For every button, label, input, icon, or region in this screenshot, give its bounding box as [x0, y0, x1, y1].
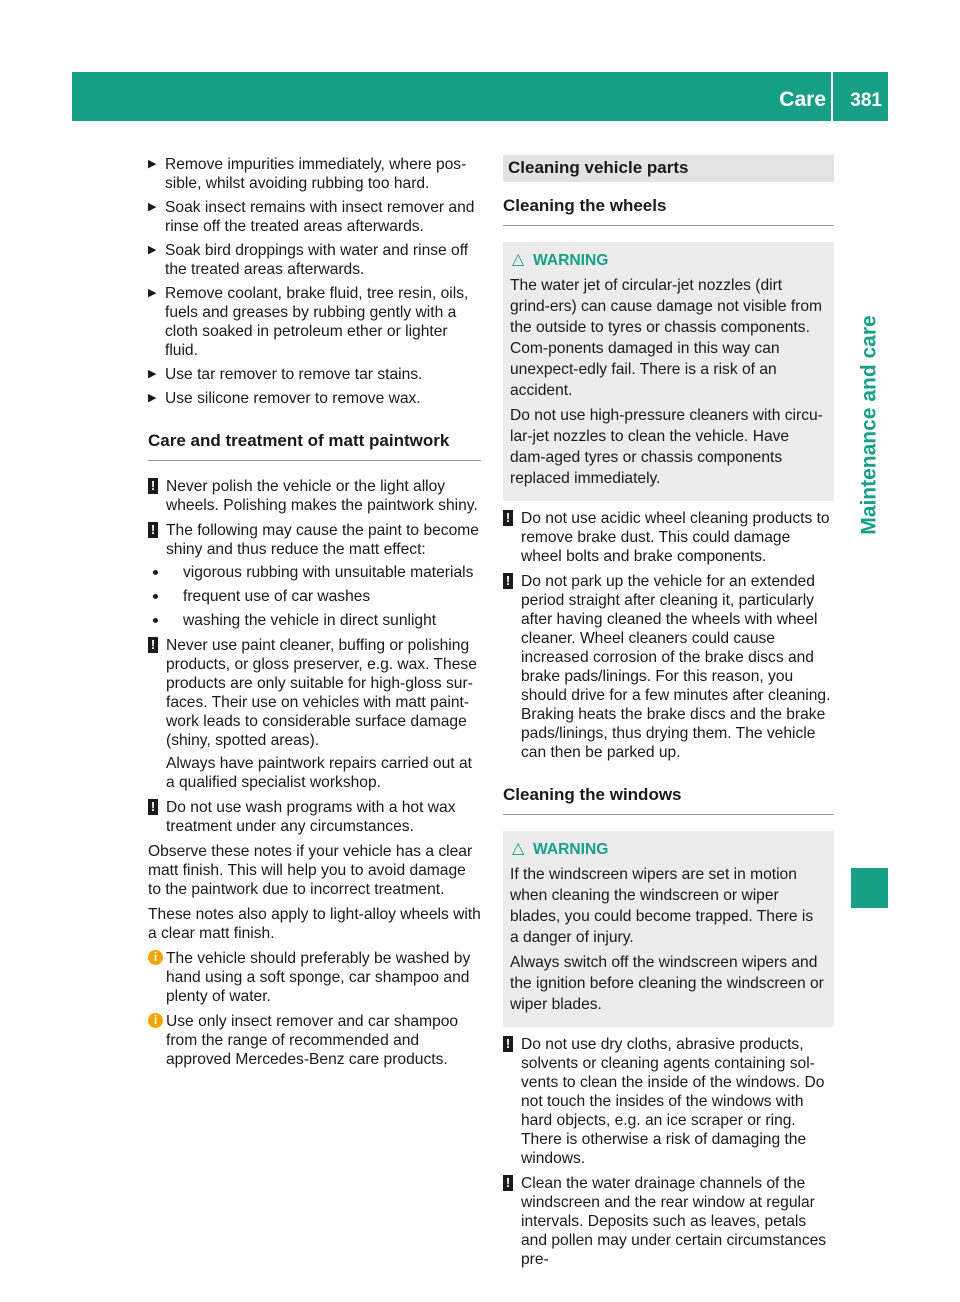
arrow-icon: ▶ [148, 244, 157, 256]
bullet-dot-icon [153, 618, 158, 623]
arrow-icon: ▶ [148, 368, 157, 380]
list-item: washing the vehicle in direct sunlight [149, 611, 481, 630]
exclamation-icon: ! [503, 573, 513, 589]
side-tab [855, 190, 883, 660]
caution-note: ! Do not use wash programs with a hot wax treatment under any circumstances. [148, 798, 481, 836]
paragraph: Observe these notes if your vehicle has a clear matt finish. This will help you to avoid damage to the paintwork due to incorrect treatment. [148, 843, 473, 898]
arrow-icon: ▶ [148, 158, 157, 170]
caution-note: ! Never use paint cleaner, buffing or polishing products, or gloss preserver, e.g. wax. These products are only suitable for high-gloss sur-faces. Their use on vehicles with matt paint-work leads to considerable surface damage (shiny, spotted areas). Always have paintwork repairs carried out at a qualified specialist workshop. [148, 636, 481, 792]
exclamation-icon: ! [148, 637, 158, 653]
list-item: ▶ Remove coolant, brake fluid, tree resin, oils, fuels and greases by rubbing gently with a cloth soaked in petroleum ether or lighter fluid. [148, 285, 469, 359]
list-item: ▶ Remove impurities immediately, where pos-sible, whilst avoiding rubbing too hard. [148, 156, 467, 192]
side-tab-label: Maintenance and care [857, 315, 881, 535]
caution-note-followup: Always have paintwork repairs carried out at a qualified specialist workshop. [166, 755, 472, 791]
arrow-icon: ▶ [148, 201, 157, 213]
side-marker [851, 868, 888, 908]
page-number: 381 [850, 90, 882, 111]
bullet-dot-icon [153, 594, 158, 599]
warning-heading: △ WARNING [512, 251, 609, 269]
list-item: frequent use of car washes [149, 587, 481, 606]
list-item: vigorous rubbing with unsuitable materials [149, 563, 481, 582]
info-note: i The vehicle should preferably be washed by hand using a soft sponge, car shampoo and plenty of water. [148, 949, 481, 1006]
exclamation-icon: ! [148, 478, 158, 494]
heading-cleaning-windows: Cleaning the windows [503, 784, 834, 815]
caution-note: ! Do not park up the vehicle for an extended period straight after cleaning it, particularly after having cleaned the wheels with wheel cleaner. Wheel cleaners could cause increased corrosion of the brake discs and brake pads/linings. For this reason, you should drive for a few minutes after cleaning. Braking heats the brake discs and the brake pads/linings, thus drying them. The vehicle can then be parked up. [503, 572, 834, 762]
exclamation-icon: ! [503, 510, 513, 526]
warning-heading: △ WARNING [512, 840, 609, 858]
caution-note: ! Never polish the vehicle or the light alloy wheels. Polishing makes the paintwork shiny. [148, 477, 481, 515]
info-icon: i [148, 1013, 163, 1028]
caution-note: ! Do not use dry cloths, abrasive products, solvents or cleaning agents containing sol-vents to clean the inside of the windows. Do not touch the insides of the windows with hard objects, e.g. an ice scraper or ring. There is otherwise a risk of damaging the windows. [503, 1035, 834, 1168]
warning-text: If the windscreen wipers are set in motion when cleaning the windscreen or wiper blades, you could become trapped. There is a danger of injury. [510, 866, 814, 946]
exclamation-icon: ! [148, 522, 158, 538]
heading-cleaning-wheels: Cleaning the wheels [503, 195, 834, 226]
warning-box [503, 242, 834, 501]
warning-box [503, 831, 834, 1027]
bullet-dot-icon [153, 570, 158, 575]
header-divider [831, 72, 833, 121]
paragraph: These notes also apply to light-alloy wheels with a clear matt finish. [148, 906, 481, 942]
warning-text: Do not use high-pressure cleaners with circu-lar-jet nozzles to clean the vehicle. Have dam-aged tyres or chassis components replaced immediately. [510, 407, 823, 487]
list-item: ▶ Soak insect remains with insect remover and rinse off the treated areas afterwards. [148, 199, 475, 235]
list-item: ▶ Use tar remover to remove tar stains. [148, 366, 423, 383]
exclamation-icon: ! [503, 1036, 513, 1052]
caution-note: ! Do not use acidic wheel cleaning products to remove brake dust. This could damage wheel bolts and brake components. [503, 509, 834, 566]
caution-note: ! The following may cause the paint to become shiny and thus reduce the matt effect: vigorous rubbing with unsuitable materials frequent use of car washes washing the vehicle in direct sunlight [148, 521, 481, 630]
right-column [503, 155, 834, 1275]
info-note: i Use only insect remover and car shampoo from the range of recommended and approved Mercedes-Benz care products. [148, 1012, 481, 1069]
list-item: ▶ Soak bird droppings with water and rinse off the treated areas afterwards. [148, 242, 469, 278]
list-item: ▶ Use silicone remover to remove wax. [148, 390, 421, 407]
warning-text: Always switch off the windscreen wipers and the ignition before cleaning the windscreen or wiper blades. [510, 954, 824, 1013]
section-banner: Cleaning vehicle parts [503, 155, 834, 182]
exclamation-icon: ! [148, 799, 158, 815]
arrow-icon: ▶ [148, 392, 157, 404]
left-column [148, 155, 481, 1075]
warning-triangle-icon: △ [512, 251, 525, 268]
warning-triangle-icon: △ [512, 840, 525, 857]
exclamation-icon: ! [503, 1175, 513, 1191]
info-icon: i [148, 950, 163, 965]
warning-text: The water jet of circular-jet nozzles (dirt grind-ers) can cause damage not visible from the outside to tyres or chassis components. Com-ponents damaged in this way can unexpect-edly fail. There is a risk of an accident. [510, 277, 823, 399]
page-header [72, 72, 888, 121]
heading-matt-paintwork: Care and treatment of matt paintwork [148, 430, 481, 461]
caution-note: ! Clean the water drainage channels of the windscreen and the rear window at regular intervals. Deposits such as leaves, petals and pollen may under certain circumstances pre- [503, 1174, 834, 1269]
arrow-icon: ▶ [148, 287, 157, 299]
section-title: Care [779, 88, 826, 111]
